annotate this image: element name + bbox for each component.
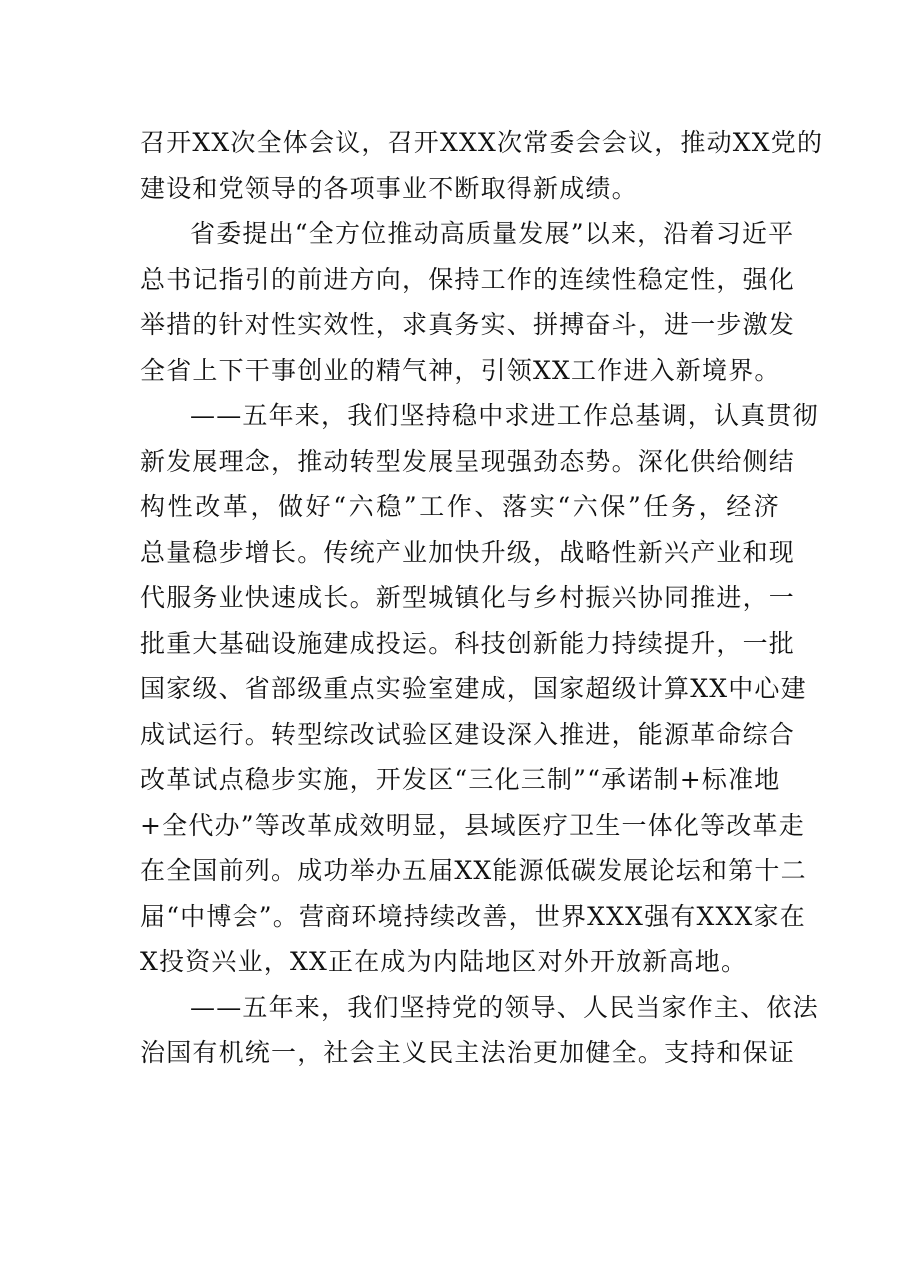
- text-line: 国家级、省部级重点实验室建成，国家超级计算XX中心建: [140, 674, 807, 703]
- paragraph-2: [140, 211, 796, 393]
- text-line: 建设和党领导的各项事业不断取得新成绩。: [140, 173, 638, 203]
- document-body: [140, 120, 824, 1076]
- text-line: X投资兴业，XX正在成为内陆地区对外开放新高地。: [140, 947, 748, 976]
- text-line: 总量稳步增长。传统产业加快升级，战略性新兴产业和现: [140, 537, 796, 567]
- text-line: 代服务业快速成长。新型城镇化与乡村振兴协同推进，一: [140, 583, 796, 612]
- text-line: 治国有机统一，社会主义民主法治更加健全。支持和保证: [140, 1038, 796, 1067]
- text-line: 举措的针对性实效性，求真务实、拼搏奋斗，进一步激发: [140, 310, 796, 339]
- text-line: 省委提出“全方位推动高质量发展”以来，沿着习近平: [190, 219, 795, 248]
- text-line: 批重大基础设施建成投运。科技创新能力持续提升，一批: [140, 628, 796, 658]
- text-line: 成试运行。转型综改试验区建设深入推进，能源革命综合: [140, 719, 796, 749]
- text-line: 改革试点稳步实施，开发区“三化三制”“承诺制+标准地: [140, 765, 781, 794]
- text-line: 召开XX次全体会议，召开XXX次常委会会议，推动XX党的: [140, 128, 824, 157]
- text-line: 全省上下干事创业的精气神，引领XX工作进入新境界。: [140, 355, 781, 385]
- paragraph-4: [140, 985, 819, 1076]
- paragraph-1: [140, 120, 824, 211]
- text-line: 总书记指引的前进方向，保持工作的连续性稳定性，强化: [140, 264, 796, 294]
- text-line: 新发展理念，推动转型发展呈现强劲态势。深化供给侧结: [140, 446, 796, 476]
- text-line: ——五年来，我们坚持稳中求进工作总基调，认真贯彻: [190, 401, 819, 430]
- text-line: 构性改革，做好“六稳”工作、落实“六保”任务，经济: [140, 492, 780, 521]
- text-line: 在全国前列。成功举办五届XX能源低碳发展论坛和第十二: [140, 856, 807, 885]
- text-line: 届“中博会”。营商环境持续改善，世界XXX强有XXX家在: [140, 901, 806, 931]
- text-line: +全代办”等改革成效明显，县域医疗卫生一体化等改革走: [140, 810, 805, 840]
- text-line: ——五年来，我们坚持党的领导、人民当家作主、依法: [190, 992, 819, 1022]
- paragraph-3: [140, 393, 819, 985]
